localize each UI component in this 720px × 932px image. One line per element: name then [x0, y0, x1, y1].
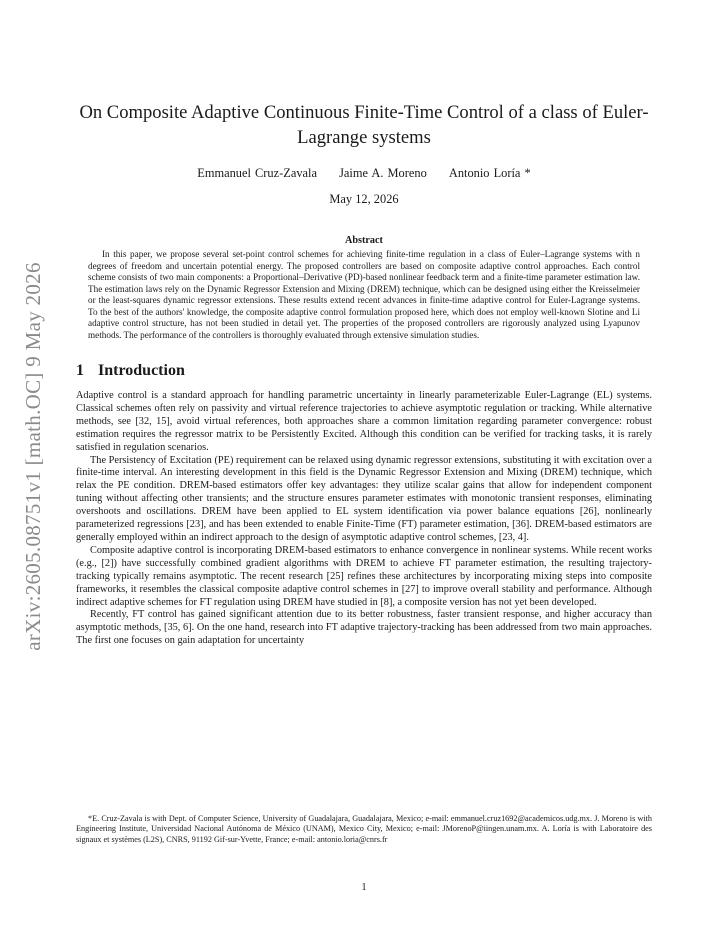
- paragraph: Composite adaptive control is incorporating DREM-based estimators to enhance convergence in nonlinear systems. While recent works (e.g., [2]) have successfully combined gradient algorithms with DREM to achieve FT parameter estimation, the resulting trajectory-tracking typically remains asymptotic. The recent research [25] refines these architectures by incorporating mixing steps into composite frameworks, it resembles the classical composite adaptive control schemes in [27] to improve overall stability and performance. Although indirect adaptive schemes for FT regulation using DREM have studied in [8], a composite version has not yet been developed.: [76, 544, 652, 608]
- body-text: [76, 390, 652, 648]
- author-name: Jaime A. Moreno: [339, 166, 427, 180]
- abstract-text: In this paper, we propose several set-point control schemes for achieving finite-time regulation in a class of Euler–Lagrange systems with n degrees of freedom and uncertain potential energy. The proposed controllers are based on composite adaptive control approaches. Each control scheme consists of two main components: a Proportional–Derivative (PD)-based nonlinear feedback term and a finite-time parameter estimation law. The estimation laws rely on the Dynamic Regressor Extension and Mixing (DREM) technique, which can be designed using either the Kreisselmeier or the least-squares dynamic regressor extensions. These results extend recent advances in finite-time adaptive control for Euler-Lagrange systems. To the best of the authors' knowledge, the composite adaptive control formulation proposed here, which does not employ well-known Slotine and Li adaptive control structure, has not been studied in detail yet. The properties of the proposed controllers are rigorously analyzed using Lyapunov methods. The performance of the controllers is thoroughly evaluated through extensive simulation studies.: [88, 249, 640, 340]
- author-name: Antonio Loría *: [448, 166, 531, 180]
- paragraph: The Persistency of Excitation (PE) requirement can be relaxed using dynamic regressor extensions, substituting it with excitation over a finite-time interval. An interesting development in this field is the Dynamic Regressor Extension and Mixing (DREM) technique, which relax the PE condition. DREM-based estimators offer key advantages: they utilize scalar gains that allow for independent component tuning without affecting other transients; and the structure ensures parameter estimates with monotonic transient responses, eliminating overshoots and oscillations. DREM have been applied to EL system identification via power balance equations [26], nonlinearly parameterized regressions [23], and has been extended to enable Finite-Time (FT) parameter estimation, [36]. DREM-based estimators are generally employed within an indirect approach to the design of asymptotic adaptive control schemes, [23, 4].: [76, 454, 652, 543]
- arxiv-identifier: [20, 246, 46, 666]
- author-list: [76, 166, 652, 181]
- arxiv-identifier-text: arXiv:2605.08751v1 [math.OC] 9 May 2026: [20, 261, 45, 651]
- section-number: 1: [76, 362, 84, 379]
- paper-page: [76, 0, 652, 893]
- paragraph: Adaptive control is a standard approach for handling parametric uncertainty in linearly parameterizable Euler-Lagrange (EL) systems. Classical schemes often rely on passivity and virtual reference trajectories to achieve asymptotic regulation or tracking. While alternative methods, see [32, 15], avoid virtual references, both approaches share a common limitation regarding parameter convergence: robust estimation requires the regressor matrix to be Persistently Excited. Although this condition can be verified for tracking tasks, it is rarely satisfied in regulation scenarios.: [76, 390, 652, 453]
- paragraph: Recently, FT control has gained significant attention due to its better robustness, faster transient response, and higher accuracy than asymptotic methods, [35, 6]. On the one hand, research into FT adaptive trajectory-tracking has been addressed from two main approaches. The first one focuses on gain adaptation for uncertainty: [76, 609, 652, 647]
- footnote: *E. Cruz-Zavala is with Dept. of Computer Science, University of Guadalajara, Guadalajara, Mexico; e-mail: emmanuel.cruz1692@academicos.udg.mx. J. Moreno is with Engineering Institute, Universidad Nacional Autónoma de México (UNAM), Mexico City, Mexico; e-mail: JMorenoP@iingen.unam.mx. A. Loría is with Laboratoire des signaux et systèmes (L2S), CNRS, 91192 Gif-sur-Yvette, France; e-mail: antonio.loria@cnrs.fr: [76, 814, 652, 844]
- paper-title: On Composite Adaptive Continuous Finite-Time Control of a class of Euler-Lagrange systems: [79, 102, 649, 148]
- section-title: Introduction: [98, 362, 185, 379]
- paper-date: May 12, 2026: [329, 192, 399, 206]
- author-name: Emmanuel Cruz-Zavala: [197, 166, 317, 180]
- abstract-heading: Abstract: [345, 235, 383, 246]
- abstract-section: [88, 235, 640, 341]
- section-heading: [76, 362, 652, 380]
- page-number: 1: [361, 882, 367, 893]
